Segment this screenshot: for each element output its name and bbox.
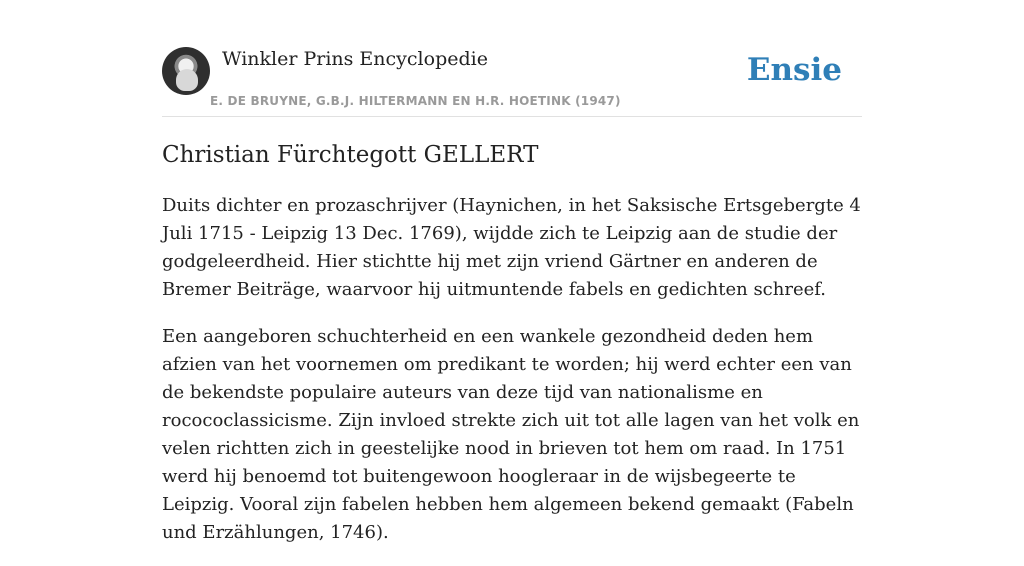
author-avatar [162, 47, 210, 95]
article-title: Christian Fürchtegott GELLERT [162, 142, 539, 168]
article-body [162, 192, 862, 566]
header [162, 44, 862, 117]
article-paragraph-1: Duits dichter en prozaschrijver (Haynichen, in het Saksische Ertsgebergte 4 Juli 1715 - Leipzig 13 Dec. 1769), wijdde zich te Leipzig aan de studie der godgeleerdheid. Hier stichtte hij met zijn vriend Gärtner en anderen de Bremer Beiträge, waarvoor hij uitmuntende fabels en gedichten schreef. [162, 195, 861, 300]
book-title[interactable]: Winkler Prins Encyclopedie [222, 48, 488, 70]
ensie-logo-link[interactable]: Ensie [746, 52, 842, 88]
article-paragraph-2: Een aangeboren schuchterheid en een wankele gezondheid deden hem afzien van het voornemen om predikant te worden; hij werd echter een van de bekendste populaire auteurs van deze tijd van nationalisme en rocococlassicisme. Zijn invloed strekte zich uit tot alle lagen van het volk en velen richtten zich in geestelijke nood in brieven tot hem om raad. In 1751 werd hij benoemd tot buitengewoon hoogleraar in de wijsbegeerte te Leipzig. Vooral zijn fabelen hebben hem algemeen bekend gemaakt (Fabeln und Erzählungen, 1746). [162, 326, 860, 543]
book-authors: E. DE BRUYNE, G.B.J. HILTERMANN EN H.R. HOETINK (1947) [210, 94, 621, 108]
